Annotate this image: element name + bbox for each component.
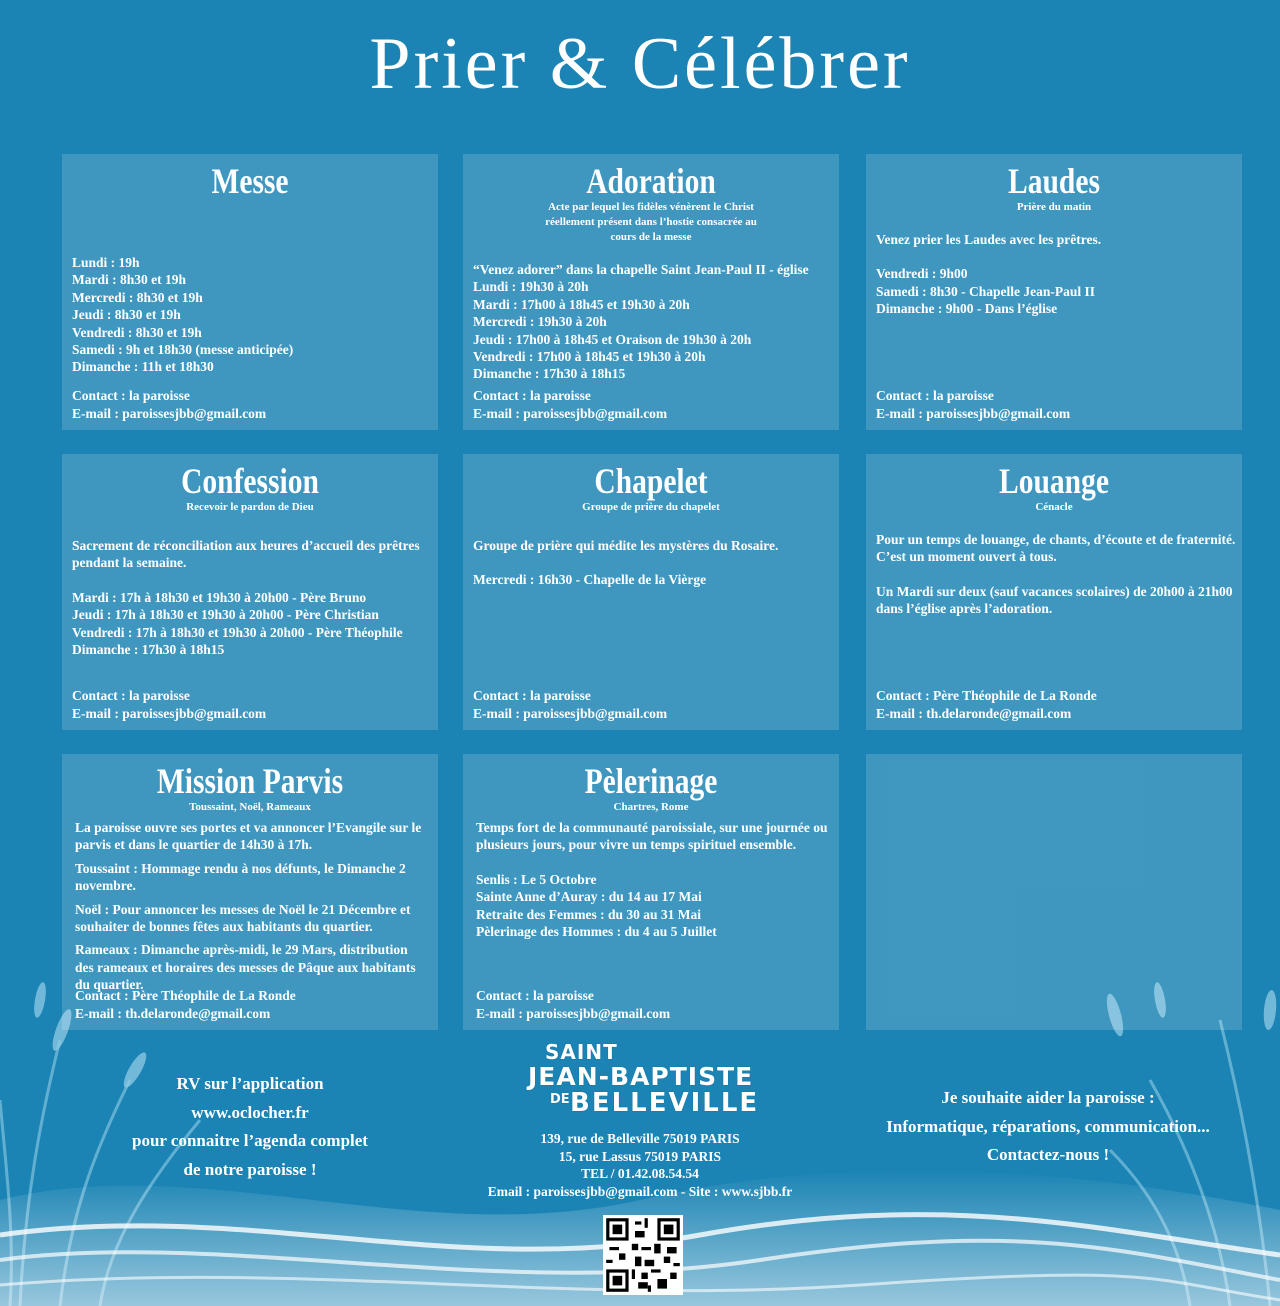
contact-name: Contact : la paroisse bbox=[476, 988, 594, 1004]
card-subtitle: Cénacle bbox=[1035, 501, 1073, 513]
card-adoration bbox=[463, 154, 839, 430]
card-pelerinage bbox=[463, 754, 839, 1030]
contact-name: Contact : la paroisse bbox=[72, 388, 190, 404]
contact-email[interactable]: E-mail : paroissesjbb@gmail.com bbox=[876, 405, 1071, 421]
logo-de: DE bbox=[550, 1092, 570, 1107]
contact-email[interactable]: E-mail : paroissesjbb@gmail.com bbox=[473, 405, 668, 421]
card-title: Messe bbox=[211, 161, 289, 201]
card-line: Un Mardi sur deux (sauf vacances scolaires) de 20h00 à 21h00 bbox=[876, 583, 1233, 599]
card-subtitle: Acte par lequel les fidèles vénèrent le Christ réellement présent dans l’hostie consacrée au cours de la messe bbox=[545, 201, 757, 243]
contact-name: Contact : la paroisse bbox=[72, 688, 190, 704]
card-line: plusieurs jours, pour vivre un temps spirituel ensemble. bbox=[476, 837, 797, 853]
contact-name: Contact : Père Théophile de La Ronde bbox=[876, 688, 1097, 704]
card-laudes bbox=[866, 154, 1242, 430]
card-line: Venez prier les Laudes avec les prêtres. bbox=[876, 232, 1102, 247]
card-body bbox=[876, 231, 1232, 318]
footer-left-line: de notre paroisse ! bbox=[183, 1159, 317, 1179]
card-contact bbox=[476, 987, 670, 1022]
card-line: Rameaux : Dimanche après-midi, le 29 Mars, distribution des rameaux et horaires des messes de Pâque aux habitants du quartier. bbox=[75, 942, 416, 993]
card-body bbox=[473, 537, 829, 589]
card-line: La paroisse ouvre ses portes et va annoncer l’Evangile sur le parvis et dans le quartier de 14h30 à 17h. bbox=[75, 820, 422, 853]
card-body bbox=[72, 537, 428, 658]
card-title: Adoration bbox=[586, 161, 716, 201]
line-gap bbox=[72, 572, 428, 589]
address-line-2: 15, rue Lassus 75019 PARIS bbox=[558, 1148, 722, 1164]
contact-email[interactable]: E-mail : paroissesjbb@gmail.com bbox=[473, 705, 668, 721]
card-subtitle: Toussaint, Noël, Rameaux bbox=[189, 801, 311, 813]
contact-email[interactable]: E-mail : th.delaronde@gmail.com bbox=[75, 1005, 271, 1021]
card-line: Mercredi : 8h30 et 19h bbox=[72, 289, 203, 305]
logo-saint: SAINT bbox=[545, 1040, 618, 1064]
line-gap bbox=[876, 248, 1232, 265]
card-chapelet bbox=[463, 454, 839, 730]
contact-name: Contact : la paroisse bbox=[876, 388, 994, 404]
card-title: Laudes bbox=[1008, 161, 1100, 201]
card-body bbox=[473, 261, 829, 383]
footer-left-text bbox=[100, 1070, 400, 1184]
parish-address bbox=[440, 1130, 840, 1200]
card-line: Groupe de prière qui médite les mystères du Rosaire. bbox=[473, 538, 779, 553]
card-line: Toussaint : Hommage rendu à nos défunts, le Dimanche 2 novembre. bbox=[75, 860, 406, 894]
footer-right-line: Contactez-nous ! bbox=[986, 1145, 1110, 1164]
footer-left-line: RV sur l’application bbox=[176, 1074, 324, 1093]
card-parvis bbox=[62, 754, 438, 1030]
card-line: Jeudi : 8h30 et 19h bbox=[72, 307, 181, 323]
card-title: Mission Parvis bbox=[156, 761, 344, 801]
address-line-1: 139, rue de Belleville 75019 PARIS bbox=[540, 1131, 740, 1146]
card-line: dans l’église après l’adoration. bbox=[876, 601, 1053, 617]
card-body bbox=[72, 254, 428, 376]
card-title: Pèlerinage bbox=[584, 761, 718, 801]
card-line: Vendredi : 17h00 à 18h45 et 19h30 à 20h bbox=[473, 349, 706, 365]
card-line: Mercredi : 16h30 - Chapelle de la Vièrge bbox=[473, 572, 707, 588]
footer-right-text bbox=[860, 1084, 1236, 1170]
card-contact bbox=[72, 387, 266, 422]
card-subtitle: Prière du matin bbox=[1016, 201, 1092, 213]
contact-email[interactable]: E-mail : paroissesjbb@gmail.com bbox=[72, 405, 267, 421]
card-line: Samedi : 9h et 18h30 (messe anticipée) bbox=[72, 342, 294, 358]
card-contact bbox=[75, 987, 296, 1022]
card-line: Samedi : 8h30 - Chapelle Jean-Paul II bbox=[876, 283, 1096, 299]
card-body bbox=[876, 531, 1236, 618]
card-line: Mardi : 17h00 à 18h45 et 19h30 à 20h bbox=[473, 296, 690, 312]
contact-email[interactable]: E-mail : th.delaronde@gmail.com bbox=[876, 705, 1072, 721]
card-line: Mardi : 8h30 et 19h bbox=[72, 272, 186, 288]
footer-right-line: Je souhaite aider la paroisse : bbox=[941, 1088, 1155, 1107]
card-line: Dimanche : 11h et 18h30 bbox=[72, 359, 214, 375]
card-title: Confession bbox=[181, 461, 319, 501]
card-confession bbox=[62, 454, 438, 730]
card-line: Senlis : Le 5 Octobre bbox=[476, 871, 597, 887]
card-line: Pour un temps de louange, de chants, d’écoute et de fraternité. bbox=[876, 532, 1236, 547]
card-line: Noël : Pour annoncer les messes de Noël le 21 Décembre et souhaiter de bonnes fêtes aux habitants du quartier. bbox=[75, 901, 411, 935]
card-line: Vendredi : 9h00 bbox=[876, 266, 968, 282]
card-line: C’est un moment ouvert à tous. bbox=[876, 549, 1057, 565]
card-louange bbox=[866, 454, 1242, 730]
footer-left-line: pour connaitre l’agenda complet bbox=[132, 1131, 368, 1150]
line-gap bbox=[473, 554, 829, 571]
footer-right-line: Informatique, réparations, communication... bbox=[886, 1116, 1210, 1136]
page-title: Prier & Célébrer bbox=[369, 23, 911, 105]
card-title: Chapelet bbox=[594, 461, 708, 501]
card-subtitle: Chartres, Rome bbox=[613, 801, 689, 813]
contact-email[interactable]: E-mail : paroissesjbb@gmail.com bbox=[476, 1005, 671, 1021]
logo-belleville: BELLEVILLE bbox=[570, 1088, 760, 1118]
card-line: Sacrement de réconciliation aux heures d’accueil des prêtres bbox=[72, 538, 420, 553]
line-gap bbox=[876, 566, 1232, 583]
contact-name: Contact : la paroisse bbox=[473, 688, 591, 704]
card-line: Lundi : 19h bbox=[72, 255, 140, 270]
card-line: Dimanche : 9h00 - Dans l’église bbox=[876, 301, 1058, 317]
card-line: Vendredi : 17h à 18h30 et 19h30 à 20h00 - Père Théophile bbox=[72, 624, 403, 640]
email-site[interactable]: Email : paroissesjbb@gmail.com - Site : www.sjbb.fr bbox=[487, 1183, 793, 1199]
qr-code-icon[interactable] bbox=[603, 1215, 683, 1295]
phone: TEL / 01.42.08.54.54 bbox=[581, 1166, 699, 1182]
card-body bbox=[72, 819, 428, 994]
empty-card bbox=[866, 754, 1242, 1030]
card-contact bbox=[473, 687, 667, 722]
card-messe bbox=[62, 154, 438, 430]
card-title: Louange bbox=[999, 461, 1109, 501]
card-contact bbox=[473, 387, 667, 422]
contact-name: Contact : la paroisse bbox=[473, 388, 591, 404]
card-line: Temps fort de la communauté paroissiale, sur une journée ou bbox=[476, 820, 828, 835]
line-gap bbox=[476, 854, 829, 871]
card-body bbox=[473, 819, 829, 940]
card-line: Dimanche : 17h30 à 18h15 bbox=[72, 642, 225, 658]
card-contact bbox=[876, 387, 1070, 422]
footer-left-link[interactable]: www.oclocher.fr bbox=[191, 1102, 309, 1122]
card-line: Jeudi : 17h à 18h30 et 19h30 à 20h00 - Père Christian bbox=[72, 607, 379, 623]
card-line: Mardi : 17h à 18h30 et 19h30 à 20h00 - Père Bruno bbox=[72, 589, 367, 605]
card-line: “Venez adorer” dans la chapelle Saint Jean-Paul II - église bbox=[473, 262, 809, 277]
logo-jean-baptiste: JEAN-BAPTISTE bbox=[528, 1062, 754, 1091]
card-subtitle: Groupe de prière du chapelet bbox=[582, 501, 720, 513]
card-line: Retraite des Femmes : du 30 au 31 Mai bbox=[476, 906, 701, 922]
card-line: Mercredi : 19h30 à 20h bbox=[473, 314, 607, 330]
card-line: Vendredi : 8h30 et 19h bbox=[72, 324, 202, 340]
contact-name: Contact : Père Théophile de La Ronde bbox=[75, 988, 296, 1004]
card-subtitle: Recevoir le pardon de Dieu bbox=[186, 501, 314, 513]
card-line: Dimanche : 17h30 à 18h15 bbox=[473, 366, 626, 382]
card-line: Sainte Anne d’Auray : du 14 au 17 Mai bbox=[476, 889, 702, 905]
card-line: Lundi : 19h30 à 20h bbox=[473, 279, 589, 295]
card-line: Pèlerinage des Hommes : du 4 au 5 Juillet bbox=[476, 924, 717, 940]
card-line: pendant la semaine. bbox=[72, 555, 187, 571]
contact-email[interactable]: E-mail : paroissesjbb@gmail.com bbox=[72, 705, 267, 721]
card-contact bbox=[876, 687, 1097, 722]
card-line: Jeudi : 17h00 à 18h45 et Oraison de 19h30 à 20h bbox=[473, 331, 752, 347]
card-contact bbox=[72, 687, 266, 722]
